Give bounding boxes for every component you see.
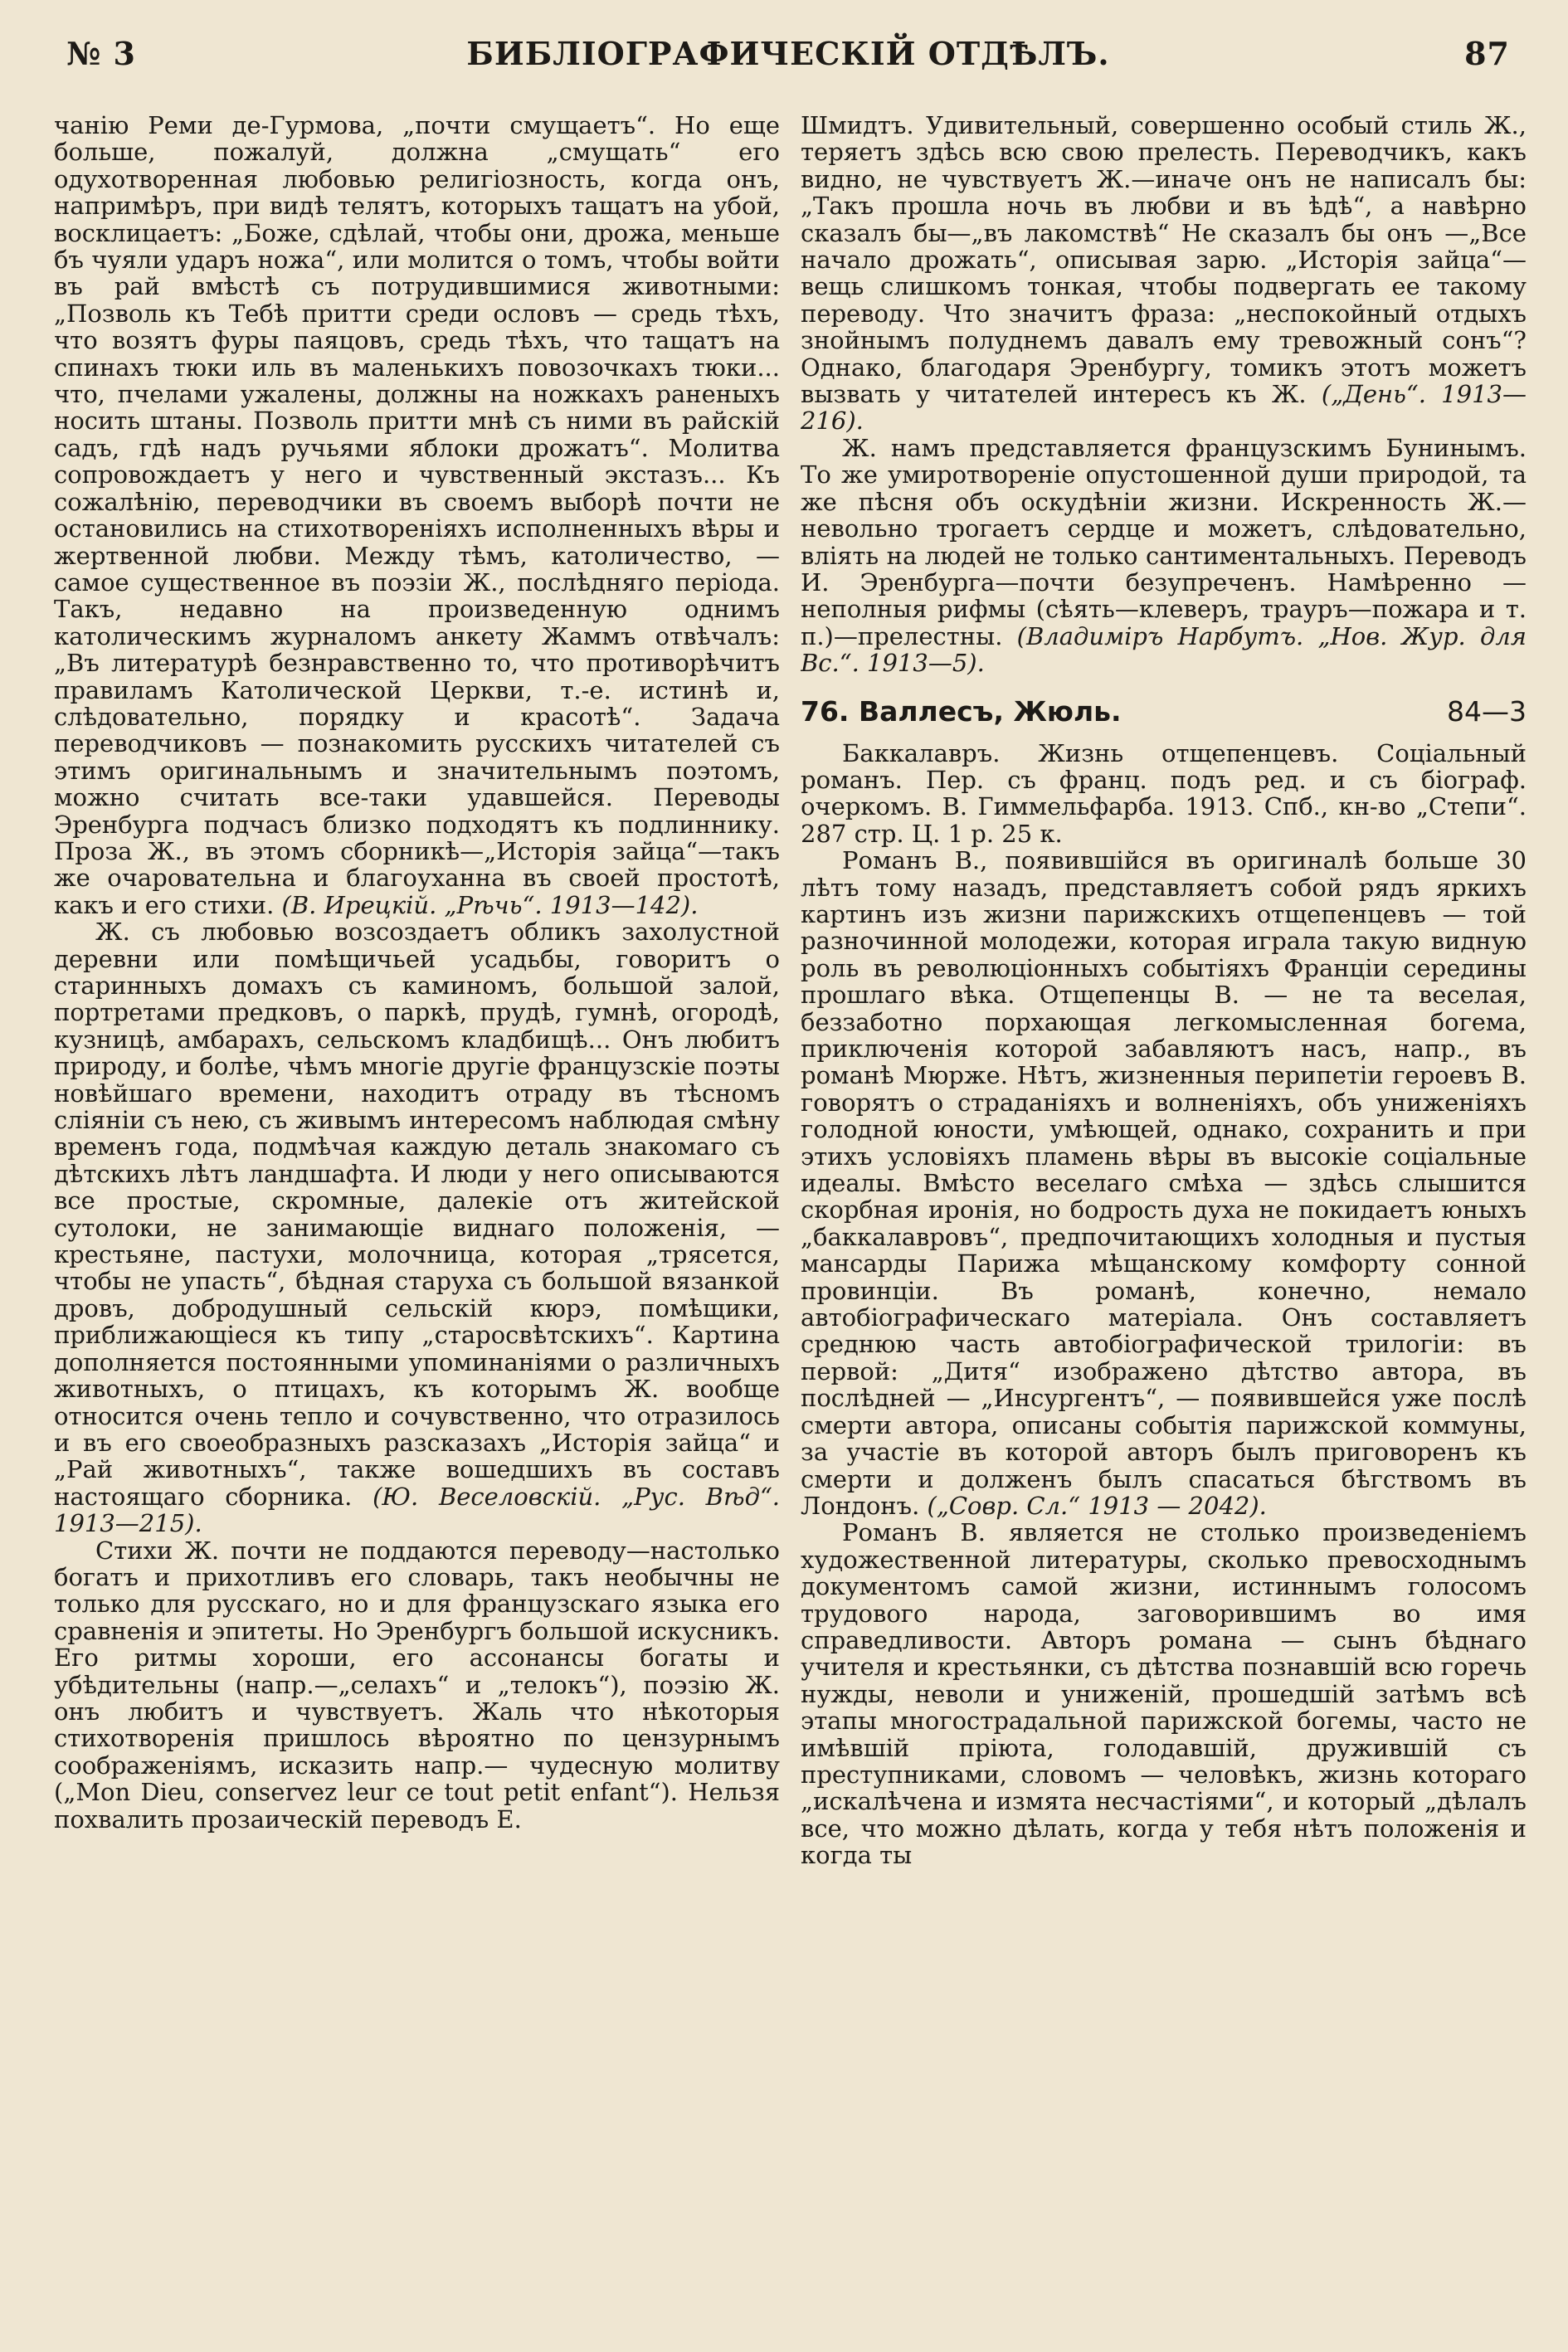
review-text: Ж. съ любовью возсоздаетъ обликъ захолустной деревни или помѣщичьей усадьбы, говоритъ о старинныхъ домахъ съ каминомъ, большой залой, портретами предковъ, о паркѣ, прудѣ, гумнѣ, огородѣ, кузницѣ, амбарахъ, сельскомъ кладбищѣ... Онъ любитъ природу, и болѣе, чѣмъ многіе другіе французскіе поэты новѣйшаго времени, находитъ отраду въ тѣсномъ сліяніи съ нею, съ живымъ интересомъ наблюдая смѣну временъ года, подмѣчая каждую деталь знакомаго съ дѣтскихъ лѣтъ ландшафта. И люди у него описываются все простые, скромные, далекіе отъ житейской сутолоки, не занимающіе виднаго положенія, — крестьяне, пастухи, молочница, которая „трясется, чтобы не упасть“, бѣдная старуха съ большой вязанкой дровъ, добродушный сельскій кюрэ, помѣщики, приближающіеся къ типу „старосвѣтскихъ“. Картина дополняется постоянными упоминаніями о различныхъ животныхъ, о птицахъ, къ которымъ Ж. вообще относится очень тепло и сочувственно, что отразилось и въ его своеобразныхъ разсказахъ „Исторія зайца“ и „Рай животныхъ“, также вошедшихъ въ составъ настоящаго сборника. <box>54 918 780 1511</box>
review-text: Стихи Ж. почти не поддаются переводу—настолько богатъ и прихотливъ его словарь, такъ необычны не только для русскаго, но и для французскаго языка его сравненія и эпитеты. Но Эренбургъ большой искусникъ. Его ритмы хороши, его ассонансы богаты и убѣдительны (напр.—„селахъ“ и „телокъ“), поэзію Ж. онъ любитъ и чувствуетъ. Жаль что нѣкоторыя стихотворенія пришлось вѣроятно по цензурнымъ соображеніямъ, исказить напр.— чудесную молитву („Mon Dieu, conservez leur ce tout petit enfant“). Нельзя похвалить прозаическій переводъ Е. <box>54 1536 780 1833</box>
entry-code: 84—3 <box>1447 694 1527 728</box>
review-paragraph <box>801 112 1527 435</box>
review-text: чанію Реми де-Гурмова, „почти смущаетъ“. Но еще больше, пожалуй, должна „смущать“ его одухотворенная любовью религіозность, когда онъ, напримѣръ, при видѣ телятъ, которыхъ тащатъ на убой, восклицаетъ: „Боже, сдѣлай, чтобы они, дрожа, меньше бъ чуяли ударъ ножа“, или молится о томъ, чтобы войти въ рай вмѣстѣ съ потрудившимися животными: „Позволь къ Тебѣ притти среди ословъ — средь тѣхъ, что возятъ фуры паяцовъ, средь тѣхъ, что тащатъ на спинахъ тюки иль въ маленькихъ повозочкахъ тюки... что, пчелами ужалены, должны на ножкахъ раненыхъ носить штаны. Позволь притти мнѣ съ ними въ райскій садъ, гдѣ надъ ручьями яблоки дрожатъ“. Молитва сопровождаетъ у него и чувственный экстазъ... Къ сожалѣнію, переводчики въ своемъ выборѣ почти не остановились на стихотвореніяхъ исполненныхъ вѣры и жертвенной любви. Между тѣмъ, католичество, — самое существенное въ поэзіи Ж., послѣдняго періода. Такъ, недавно на произведенную однимъ католическимъ журналомъ анкету Жаммъ отвѣчалъ: „Въ литературѣ безнравственно то, что противорѣчитъ правиламъ Католической Церкви, т.-е. истинѣ и, слѣдовательно, порядку и красотѣ“. Задача переводчиковъ — познакомить русскихъ читателей съ этимъ оригинальнымъ и значительнымъ поэтомъ, можно считать все-таки удавшейся. Переводы Эренбурга подчасъ близко подходятъ къ подлиннику. Проза Ж., въ этомъ сборникѣ—„Исторія зайца“—такъ же очаровательна и благоуханна въ своей простотѣ, какъ и его стихи. <box>54 112 780 919</box>
page-header <box>66 35 1510 85</box>
bibliographic-entry: Баккалавръ. Жизнь отщепенцевъ. Соціальный романъ. Пер. съ франц. подъ ред. и съ біограф. очеркомъ. В. Гиммельфарба. 1913. Спб., кн-во „Степи“. 287 стр. Ц. 1 р. 25 к. <box>801 738 1527 848</box>
entry-heading <box>801 695 1527 728</box>
review-paragraph <box>54 1537 780 1833</box>
review-paragraph <box>801 847 1527 1519</box>
review-citation: (Владимiръ Нарбутъ. „Нов. Жур. для Вс.“. 1913—5). <box>801 621 1527 678</box>
review-citation: („Совр. Сл.“ 1913 — 2042). <box>927 1491 1267 1520</box>
review-paragraph <box>54 918 780 1536</box>
right-column <box>801 112 1527 2335</box>
review-paragraph <box>801 435 1527 677</box>
page-number: 87 <box>1464 35 1510 72</box>
review-citation: („День“. 1913—216). <box>801 380 1527 436</box>
review-text: Романъ В., появившійся въ оригиналѣ больше 30 лѣтъ тому назадъ, представляетъ собой рядъ яркихъ картинъ изъ жизни парижскихъ отщепенцевъ — той разночинной молодежи, которая играла такую видную роль въ революціонныхъ событіяхъ Франціи середины прошлаго вѣка. Отщепенцы В. — не та веселая, беззаботно порхающая легкомысленная богема, приключенія которой забавляютъ насъ, напр., въ романѣ Мюрже. Нѣтъ, жизненныя перипетіи героевъ В. говорятъ о страданіяхъ и волненіяхъ, объ униженіяхъ голодной юности, умѣющей, однако, сохранить и при этихъ условіяхъ пламень вѣры въ высокіе соціальные идеалы. Вмѣсто веселаго смѣха — здѣсь слышится скорбная иронія, но бодрость духа не покидаетъ юныхъ „баккалавровъ“, предпочитающихъ холодныя и пустыя мансарды Парижа мѣщанскому комфорту сонной провинціи. Въ романѣ, конечно, немало автобіографическаго матеріала. Онъ составляетъ среднюю часть автобіографической трилогіи: въ первой: „Дитя“ изображено дѣтство автора, въ послѣдней — „Инсургентъ“, — появившейся уже послѣ смерти автора, описаны событія парижской коммуны, за участіе въ которой авторъ былъ приговоренъ къ смерти и долженъ былъ спасаться бѣгствомъ въ Лондонъ. <box>801 846 1527 1520</box>
issue-number: № 3 <box>66 35 136 72</box>
entry-title: 76. Валлесъ, Жюль. <box>801 694 1122 728</box>
review-text: Ж. намъ представляется французскимъ Бунинымъ. То же умиротвореніе опустошенной души природой, та же пѣсня объ оскудѣніи жизни. Искренность Ж.—невольно трогаетъ сердце и можетъ, слѣдовательно, вліять на людей не только сантиментальныхъ. Переводъ И. Эренбурга—почти безупреченъ. Намѣренно — неполныя рифмы (сѣять—клеверъ, трауръ—пожара и т. п.)—прелестны. <box>801 433 1527 650</box>
review-text: Романъ В. является не столько произведеніемъ художественной литературы, сколько превосходнымъ документомъ самой жизни, истиннымъ голосомъ трудового народа, заговорившимъ во имя справедливости. Авторъ романа — сынъ бѣднаго учителя и крестьянки, съ дѣтства познавшій всю горечь нужды, неволи и униженій, прошедшій затѣмъ всѣ этапы многострадальной парижской богемы, часто не имѣвшій пріюта, голодавшій, дружившій съ преступниками, словомъ — человѣкъ, жизнь котораго „искалѣчена и измята несчастіями“, и который „дѣлалъ все, что можно дѣлать, когда у тебя нѣтъ положенія и когда ты <box>801 1518 1527 1870</box>
review-citation: (В. Ирецкій. „Рѣчь“. 1913—142). <box>281 890 699 919</box>
left-column <box>54 112 780 2335</box>
section-title: БИБЛІОГРАФИЧЕСКІЙ ОТДѢЛЪ. <box>466 35 1110 72</box>
review-text: Шмидтъ. Удивительный, совершенно особый стиль Ж., теряетъ здѣсь всю свою прелесть. Переводчикъ, какъ видно, не чувствуетъ Ж.—иначе онъ не написалъ бы: „Такъ прошла ночь въ любви и въ ѣдѣ“, а навѣрно сказалъ бы—„въ лакомствѣ“ Не сказалъ бы онъ —„Все начало дрожать“, описывая зарю. „Исторія зайца“—вещь слишкомъ тонкая, чтобы подвергать ее такому переводу. Что значитъ фраза: „неспокойный отдыхъ знойнымъ полуднемъ давалъ ему тревожный сонъ“? Однако, благодаря Эренбургу, томикъ этотъ можетъ вызвать у читателей интересъ къ Ж. <box>801 112 1527 409</box>
review-paragraph <box>54 112 780 918</box>
review-paragraph <box>801 1519 1527 1868</box>
review-citation: (Ю. Веселовскій. „Рус. Вѣд“. 1913—215). <box>54 1482 780 1538</box>
